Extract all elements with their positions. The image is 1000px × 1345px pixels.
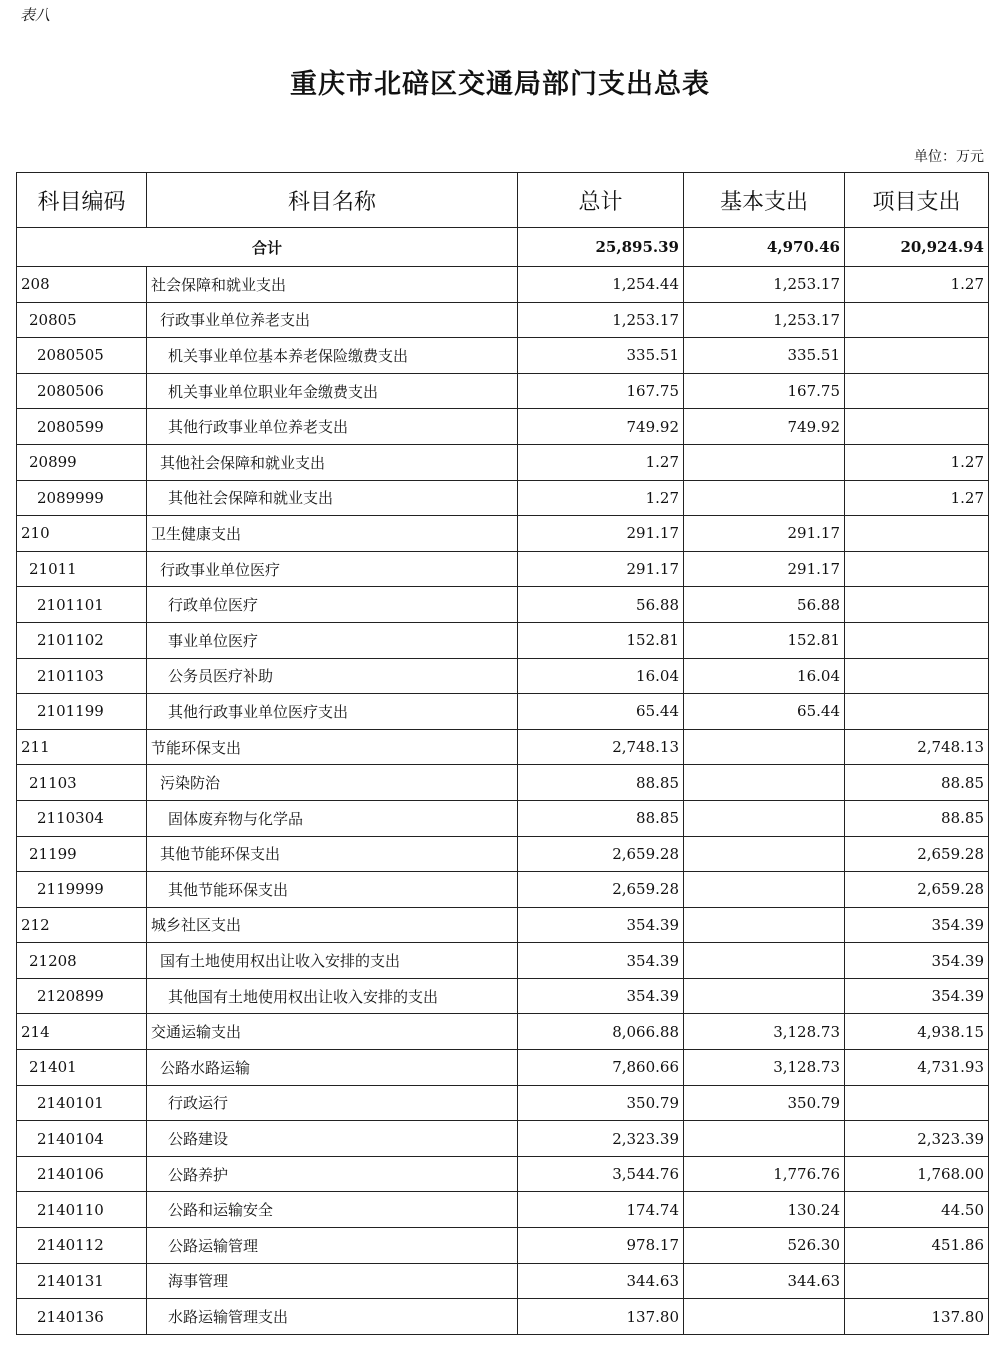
row-basic: 3,128.73: [684, 1014, 845, 1050]
row-name: 公路养护: [147, 1156, 518, 1192]
row-total: 291.17: [518, 516, 684, 552]
table-row: [17, 409, 989, 445]
row-total: 167.75: [518, 373, 684, 409]
row-project: 4,938.15: [845, 1014, 989, 1050]
row-name: 卫生健康支出: [147, 516, 518, 552]
row-name: 其他行政事业单位养老支出: [147, 409, 518, 445]
row-total: 2,323.39: [518, 1121, 684, 1157]
row-total: 3,544.76: [518, 1156, 684, 1192]
table-row: [17, 302, 989, 338]
row-project: 4,731.93: [845, 1050, 989, 1086]
row-basic: [684, 729, 845, 765]
row-project: [845, 551, 989, 587]
table-row: [17, 516, 989, 552]
table-row: [17, 338, 989, 374]
row-code: 2140136: [17, 1299, 147, 1335]
row-project: [845, 1263, 989, 1299]
row-project: 44.50: [845, 1192, 989, 1228]
row-project: 88.85: [845, 765, 989, 801]
row-project: [845, 516, 989, 552]
row-name: 污染防治: [147, 765, 518, 801]
row-name: 固体废弃物与化学品: [147, 800, 518, 836]
row-name: 其他社会保障和就业支出: [147, 444, 518, 480]
row-project: 1.27: [845, 444, 989, 480]
row-project: 354.39: [845, 978, 989, 1014]
row-project: [845, 338, 989, 374]
row-code: 2140101: [17, 1085, 147, 1121]
row-project: 137.80: [845, 1299, 989, 1335]
table-row: [17, 1192, 989, 1228]
row-basic: [684, 444, 845, 480]
total-basic: 4,970.46: [684, 228, 845, 267]
table-row: [17, 1228, 989, 1264]
row-code: 2120899: [17, 978, 147, 1014]
total-sum: 25,895.39: [518, 228, 684, 267]
row-code: 2140110: [17, 1192, 147, 1228]
row-name: 国有土地使用权出让收入安排的支出: [147, 943, 518, 979]
table-body: [17, 228, 989, 1335]
row-code: 2140104: [17, 1121, 147, 1157]
row-project: 2,659.28: [845, 836, 989, 872]
row-code: 2101101: [17, 587, 147, 623]
row-code: 2101102: [17, 622, 147, 658]
row-total: 2,659.28: [518, 836, 684, 872]
row-name: 海事管理: [147, 1263, 518, 1299]
row-total: 137.80: [518, 1299, 684, 1335]
row-total: 354.39: [518, 907, 684, 943]
row-basic: 291.17: [684, 551, 845, 587]
row-name: 节能环保支出: [147, 729, 518, 765]
row-code: 21401: [17, 1050, 147, 1086]
row-code: 21199: [17, 836, 147, 872]
table-row: [17, 694, 989, 730]
table-row: [17, 1085, 989, 1121]
header-code: 科目编码: [17, 173, 147, 228]
row-total: 8,066.88: [518, 1014, 684, 1050]
row-name: 行政运行: [147, 1085, 518, 1121]
row-code: 2110304: [17, 800, 147, 836]
row-project: 1.27: [845, 480, 989, 516]
row-code: 21208: [17, 943, 147, 979]
row-basic: [684, 1299, 845, 1335]
row-basic: 350.79: [684, 1085, 845, 1121]
row-name: 其他节能环保支出: [147, 872, 518, 908]
row-basic: [684, 872, 845, 908]
row-name: 公路运输管理: [147, 1228, 518, 1264]
row-total: 2,748.13: [518, 729, 684, 765]
row-name: 公路建设: [147, 1121, 518, 1157]
total-project: 20,924.94: [845, 228, 989, 267]
row-total: 2,659.28: [518, 872, 684, 908]
row-basic: 1,776.76: [684, 1156, 845, 1192]
row-total: 65.44: [518, 694, 684, 730]
row-total: 354.39: [518, 943, 684, 979]
table-row: [17, 978, 989, 1014]
row-name: 机关事业单位职业年金缴费支出: [147, 373, 518, 409]
header-project: 项目支出: [845, 173, 989, 228]
row-code: 2140106: [17, 1156, 147, 1192]
row-basic: 16.04: [684, 658, 845, 694]
row-code: 2140131: [17, 1263, 147, 1299]
row-basic: 335.51: [684, 338, 845, 374]
row-basic: [684, 907, 845, 943]
row-code: 21011: [17, 551, 147, 587]
total-label: 合计: [17, 228, 518, 267]
row-project: [845, 622, 989, 658]
row-total: 1,254.44: [518, 267, 684, 303]
row-project: 451.86: [845, 1228, 989, 1264]
row-code: 2119999: [17, 872, 147, 908]
row-code: 21103: [17, 765, 147, 801]
row-code: 2080505: [17, 338, 147, 374]
table-row: [17, 1156, 989, 1192]
table-row: [17, 1014, 989, 1050]
row-total: 88.85: [518, 765, 684, 801]
row-project: [845, 373, 989, 409]
row-code: 212: [17, 907, 147, 943]
row-project: 2,748.13: [845, 729, 989, 765]
row-project: [845, 302, 989, 338]
table-row: [17, 480, 989, 516]
row-code: 2101199: [17, 694, 147, 730]
row-project: [845, 1085, 989, 1121]
table-row: [17, 800, 989, 836]
row-code: 211: [17, 729, 147, 765]
row-basic: 152.81: [684, 622, 845, 658]
table-row: [17, 907, 989, 943]
row-name: 城乡社区支出: [147, 907, 518, 943]
row-basic: [684, 978, 845, 1014]
row-total: 16.04: [518, 658, 684, 694]
table-row: [17, 658, 989, 694]
row-project: 1.27: [845, 267, 989, 303]
row-basic: 291.17: [684, 516, 845, 552]
row-basic: [684, 800, 845, 836]
row-code: 2101103: [17, 658, 147, 694]
header-basic: 基本支出: [684, 173, 845, 228]
table-number-note: 表八: [20, 6, 51, 24]
row-name: 机关事业单位基本养老保险缴费支出: [147, 338, 518, 374]
row-code: 2080506: [17, 373, 147, 409]
row-name: 行政单位医疗: [147, 587, 518, 623]
row-project: [845, 409, 989, 445]
row-code: 2080599: [17, 409, 147, 445]
table-row: [17, 267, 989, 303]
row-code: 214: [17, 1014, 147, 1050]
row-name: 其他社会保障和就业支出: [147, 480, 518, 516]
row-basic: 65.44: [684, 694, 845, 730]
row-basic: 130.24: [684, 1192, 845, 1228]
row-basic: [684, 1121, 845, 1157]
row-basic: 344.63: [684, 1263, 845, 1299]
total-row: [17, 228, 989, 267]
row-name: 行政事业单位医疗: [147, 551, 518, 587]
page-title: 重庆市北碚区交通局部门支出总表: [290, 69, 710, 100]
row-name: 事业单位医疗: [147, 622, 518, 658]
table-header-row: [17, 173, 989, 228]
table-row: [17, 872, 989, 908]
row-project: 2,659.28: [845, 872, 989, 908]
row-name: 公务员医疗补助: [147, 658, 518, 694]
row-total: 152.81: [518, 622, 684, 658]
row-total: 7,860.66: [518, 1050, 684, 1086]
table-row: [17, 729, 989, 765]
row-code: 2089999: [17, 480, 147, 516]
row-project: [845, 587, 989, 623]
row-total: 291.17: [518, 551, 684, 587]
row-basic: 1,253.17: [684, 267, 845, 303]
row-project: 88.85: [845, 800, 989, 836]
row-basic: 749.92: [684, 409, 845, 445]
row-basic: 526.30: [684, 1228, 845, 1264]
row-basic: 3,128.73: [684, 1050, 845, 1086]
table-row: [17, 444, 989, 480]
row-basic: [684, 765, 845, 801]
row-total: 1.27: [518, 480, 684, 516]
row-name: 其他行政事业单位医疗支出: [147, 694, 518, 730]
header-name: 科目名称: [147, 173, 518, 228]
table-row: [17, 943, 989, 979]
row-project: 354.39: [845, 907, 989, 943]
table-row: [17, 587, 989, 623]
row-name: 交通运输支出: [147, 1014, 518, 1050]
row-total: 88.85: [518, 800, 684, 836]
row-name: 其他节能环保支出: [147, 836, 518, 872]
row-code: 2140112: [17, 1228, 147, 1264]
row-code: 20805: [17, 302, 147, 338]
row-project: [845, 658, 989, 694]
row-total: 335.51: [518, 338, 684, 374]
table-row: [17, 373, 989, 409]
row-name: 公路和运输安全: [147, 1192, 518, 1228]
row-name: 行政事业单位养老支出: [147, 302, 518, 338]
row-total: 344.63: [518, 1263, 684, 1299]
row-project: [845, 694, 989, 730]
row-total: 174.74: [518, 1192, 684, 1228]
table-row: [17, 1121, 989, 1157]
table-row: [17, 622, 989, 658]
row-project: 1,768.00: [845, 1156, 989, 1192]
row-basic: 167.75: [684, 373, 845, 409]
table-row: [17, 836, 989, 872]
row-basic: [684, 943, 845, 979]
table-row: [17, 1050, 989, 1086]
row-basic: [684, 480, 845, 516]
expenditure-table: [16, 172, 989, 1335]
row-total: 978.17: [518, 1228, 684, 1264]
row-code: 210: [17, 516, 147, 552]
table-row: [17, 765, 989, 801]
header-total: 总计: [518, 173, 684, 228]
row-total: 1.27: [518, 444, 684, 480]
table-row: [17, 1299, 989, 1335]
table-row: [17, 1263, 989, 1299]
row-project: 2,323.39: [845, 1121, 989, 1157]
row-total: 354.39: [518, 978, 684, 1014]
row-total: 1,253.17: [518, 302, 684, 338]
row-total: 56.88: [518, 587, 684, 623]
table-row: [17, 551, 989, 587]
row-basic: 56.88: [684, 587, 845, 623]
row-basic: 1,253.17: [684, 302, 845, 338]
row-basic: [684, 836, 845, 872]
row-name: 水路运输管理支出: [147, 1299, 518, 1335]
row-total: 350.79: [518, 1085, 684, 1121]
row-total: 749.92: [518, 409, 684, 445]
unit-label: 单位：万元: [914, 149, 984, 165]
row-code: 20899: [17, 444, 147, 480]
row-code: 208: [17, 267, 147, 303]
row-name: 其他国有土地使用权出让收入安排的支出: [147, 978, 518, 1014]
row-name: 社会保障和就业支出: [147, 267, 518, 303]
row-project: 354.39: [845, 943, 989, 979]
row-name: 公路水路运输: [147, 1050, 518, 1086]
